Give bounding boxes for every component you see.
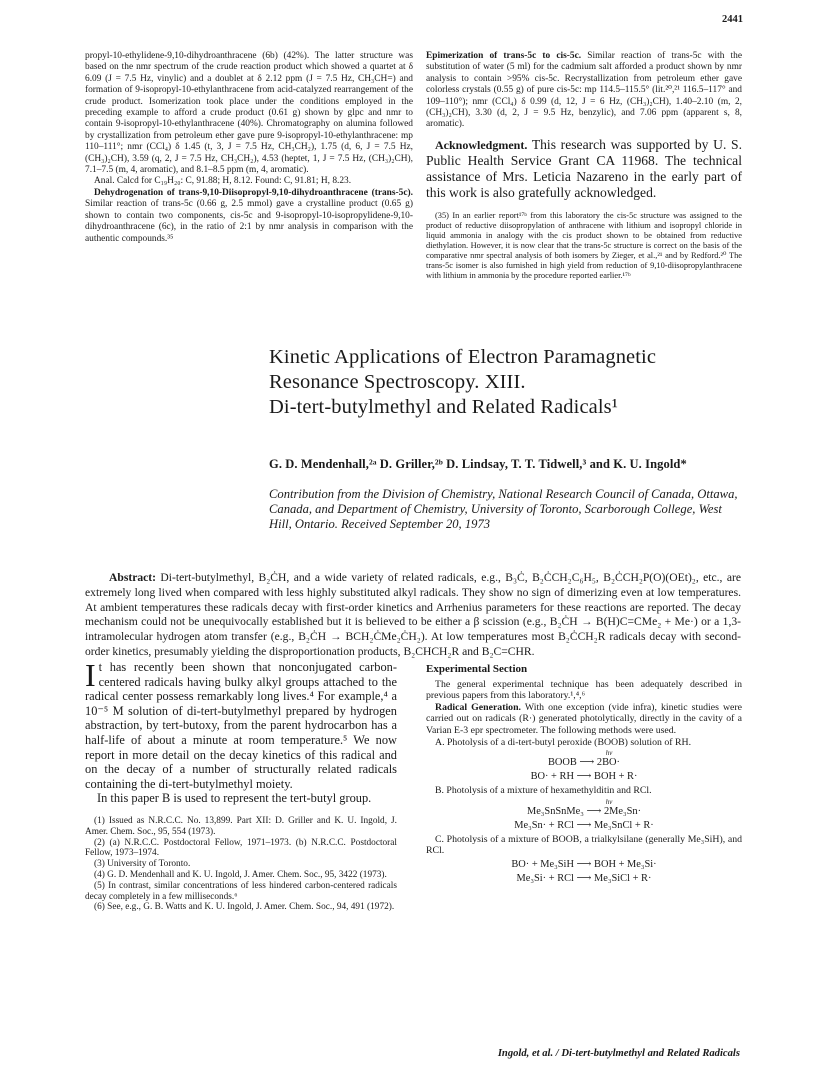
- section-paragraph-1: The general experimental technique has been adequately described in previous papers from this laboratory.¹,⁴,⁶: [426, 678, 742, 702]
- acknowledgment: [426, 137, 742, 202]
- title-line: Resonance Spectroscopy. XIII.: [269, 371, 526, 393]
- body-left-column: [85, 657, 397, 913]
- intro-paragraph-2: In this paper B is used to represent the tert-butyl group.: [97, 791, 372, 806]
- footnote: (6) See, e.g., G. B. Watts and K. U. Ingold, J. Amer. Chem. Soc., 94, 491 (1972).: [94, 902, 395, 913]
- section-paragraph-2: [426, 702, 742, 737]
- affiliation: Contribution from the Division of Chemistry, National Research Council of Canada, Ottawa, Canada, and Department of Chemistry, University of Toronto, Scarborough College, West Hill, Ontario. Received September 20, 1973: [269, 487, 738, 532]
- run-in-heading: Epimerization of trans-5c to cis-5c.: [426, 51, 582, 61]
- title-line: Di-tert-butylmethyl and Related Radicals¹: [269, 396, 618, 418]
- footnote: (5) In contrast, similar concentrations of less hindered carbon-centered radicals decay completely in a few milliseconds.⁶: [85, 880, 397, 902]
- top-left-column: [85, 51, 413, 245]
- authors: G. D. Mendenhall,²ᵃ D. Griller,²ᵇ D. Lindsay, T. T. Tidwell,³ and K. U. Ingold*: [269, 457, 687, 471]
- article-title: [269, 345, 739, 420]
- page-number: 2441: [722, 14, 743, 25]
- method-c: C. Photolysis of a mixture of BOOB, a trialkylsilane (generally Me₃SiH), and RCl.: [426, 833, 742, 857]
- equation-text: Me₃SnSnMe₃ ⟶ 2Me₃Sn·: [526, 805, 642, 817]
- footnote: (1) Issued as N.R.C.C. No. 13,899. Part XII: D. Griller and K. U. Ingold, J. Amer. Chem. Soc., 95, 554 (1973).: [85, 815, 397, 837]
- top-left-paragraph-2: Anal. Calcd for C₁₉H₂₀: C, 91.88; H, 8.12. Found: C, 91.81; H, 8.23.: [94, 176, 352, 187]
- paragraph-text: With one exception (vide infra), kinetic studies were carried out on radicals (R·) generated photolytically, directly in the cavity of a Varian E-3 epr spectrometer. The following methods were used.: [426, 701, 743, 736]
- method-a: A. Photolysis of a di-tert-butyl peroxide (BOOB) solution of RH.: [435, 736, 692, 748]
- abstract-text: Di-tert-butylmethyl, B₂ĊH, and a wide variety of related radicals, e.g., B₃Ċ, B₂ĊCH₂C₆H₅, B₂ĊCH₂P(O)(OEt)₂, etc., are extremely long lived when compared with less highly substituted alkyl radicals. They show no sign of dimerizing even at low temperatures. At ambient temperatures these radicals decay with first-order kinetics and Arrhenius parameters for these reactions are reported. The decay mechanism could not be unequivocally established but it is believed to be either a β scission (e.g., B₂ĊH → B(H)C=CMe₂ + Me·) or a 1,3-intramolecular hydrogen atom transfer (e.g., B₂ĊH → BCH₂ĊMe₂ĊH₂). At low temperatures most B₂ĊCH₂R radicals decay with second-order kinetics, presumably yielding the disproportionation products, B₂CHCH₂R and B₂C=CHR.: [85, 571, 741, 658]
- equation-hv: hν: [605, 797, 613, 806]
- run-in-heading: Dehydrogenation of trans-9,10-Diisopropyl-9,10-dihydroanthracene (trans-5c).: [94, 187, 413, 198]
- equation-hv: hν: [605, 749, 613, 758]
- equation: Me₃Sn· + RCl ⟶ Me₃SnCl + R·: [514, 819, 654, 831]
- title-line: Kinetic Applications of Electron Paramagnetic: [269, 346, 657, 368]
- footnote-35: (35) In an earlier report¹⁷ᵇ from this laboratory the cis-5c structure was assigned to the product of reductive diisopropylation of anthracene with lithium and isopropyl chloride in liquid ammonia in analogy with the cis product shown to be obtained from reductive diethylation. However, it is now clear that the trans-5c structure is correct on the basis of the comparative nmr spectral analysis of both isomers by Zieger, et al.,²¹ and by Redford.²⁰ The trans-5c isomer is also furnished in high yield from reduction of 9,10-diisopropylanthracene with lithium in ammonia by the procedure reported earlier.¹⁷ᵇ: [426, 210, 742, 280]
- intro-paragraph: [85, 657, 397, 791]
- equation: [426, 799, 742, 818]
- top-right-paragraph-1: [426, 51, 742, 131]
- run-in-heading: Radical Generation.: [435, 701, 521, 713]
- abstract-label: Abstract:: [109, 571, 157, 584]
- paragraph-text: t has recently been shown that nonconjugated carbon-centered radicals having bulky alkyl groups attached to the radical center possess remarkably long lives.⁴ For example,⁴ a 10⁻⁵ M solution of di-tert-butylmethyl prepared by hydrogen abstraction, by tert-butoxy, from the parent hydrocarbon has a half-life of about a minute at room temperature.⁵ We now report in more detail on the decay kinetics of this radical and on the decay of a number of structurally related radicals containing the di-tert-butylmethyl moiety.: [85, 660, 397, 791]
- top-right-column: [426, 51, 742, 281]
- footnote: (2) (a) N.R.C.C. Postdoctoral Fellow, 1971–1973. (b) N.R.C.C. Postdoctoral Fellow, 1973–1974.: [85, 837, 397, 859]
- top-left-paragraph-1: propyl-10-ethylidene-9,10-dihydroanthracene (6b) (42%). The latter structure was based on the nmr spectrum of the crude reaction product which showed a quartet at δ 6.09 (J = 7.5 Hz, vinylic) and a doublet at δ 2.12 ppm (J = 7.5 Hz, CH₃CH=) and formation of 9-isopropyl-10-ethylanthracene from acid-catalyzed rearrangement of the crude product. Isomerization took place under the conditions employed in the preceding example to afford a crude product (0.61 g) shown by glpc and nmr to contain 9-isopropyl-10-ethylanthracene (40%). Chromatography on alumina followed by crystallization from petroleum ether gave pure 9-isopropyl-10-ethylanthracene: mp 110–111°; nmr (CCl₄) δ 1.45 (t, 3, J = 7.5 Hz, CH₃CH₂), 1.75 (d, 6, J = 7.5 Hz, (CH₃)₂CH), 3.59 (q, 2, J = 7.5 Hz, CH₃CH₂), 4.53 (heptet, 1, J = 7.5 Hz, (CH₃)₂CH), 7.1–7.5 (m, 4, aromatic), and 8.1–8.5 ppm (m, 4, aromatic).: [85, 51, 413, 176]
- paragraph-text: Similar reaction of trans-5c with the substitution of water (5 ml) for the cadmium salt afforded a product shown by nmr analysis to contain >95% cis-5c. Recrystallization from petroleum ether gave colorless crystals (0.55 g) of pure cis-5c: mp 114.5–115.5° (lit.²⁰,²¹ 116.5–117° and 109–110°); nmr (CCl₄) δ 0.99 (d, 12, J = 6 Hz, (CH₃)₂CH), 1.40–2.10 (m, 2, (CH₃)₂CH), 3.30 (d, 2, J = 9.5 Hz, benzylic), and 7.06 ppm (apparent s, 8, aromatic).: [426, 51, 743, 130]
- footnote: (4) G. D. Mendenhall and K. U. Ingold, J. Amer. Chem. Soc., 95, 3422 (1973).: [94, 869, 387, 880]
- acknowledgment-text: This research was supported by U. S. Public Health Service Grant CA 11968. The technical assistance of Mrs. Leticia Nazareno in the early part of this work is also gratefully acknowledged.: [426, 136, 743, 201]
- running-footer: Ingold, et al. / Di-tert-butylmethyl and Related Radicals: [497, 1048, 740, 1059]
- equation-text: BOOB ⟶ 2BO·: [547, 757, 621, 769]
- abstract: [85, 571, 741, 660]
- equation: BO· + RH ⟶ BOH + R·: [530, 771, 638, 783]
- equation: BO· + Me₃SiH ⟶ BOH + Me₃Si·: [511, 858, 657, 870]
- equation: [426, 750, 742, 769]
- footnotes: [85, 816, 397, 913]
- acknowledgment-heading: Acknowledgment.: [435, 137, 528, 152]
- method-b: B. Photolysis of a mixture of hexamethylditin and RCl.: [435, 785, 652, 797]
- footnote: (3) University of Toronto.: [94, 859, 191, 870]
- section-heading: Experimental Section: [426, 663, 528, 675]
- drop-cap: I: [85, 657, 96, 693]
- paragraph-text: Similar reaction of trans-5c (0.66 g, 2.5 mmol) gave a crystalline product (0.65 g) shown to contain two components, cis-5c and 9-isopropyl-10-isopropylidene-9,10-dihydroanthracene (6c), in the ratio of 2:1 by nmr analysis in comparison with the authentic compounds.³⁵: [85, 199, 413, 244]
- top-left-paragraph-3: [85, 188, 413, 245]
- equation: Me₃Si· + RCl ⟶ Me₃SiCl + R·: [516, 872, 652, 884]
- body-right-column: [426, 664, 742, 887]
